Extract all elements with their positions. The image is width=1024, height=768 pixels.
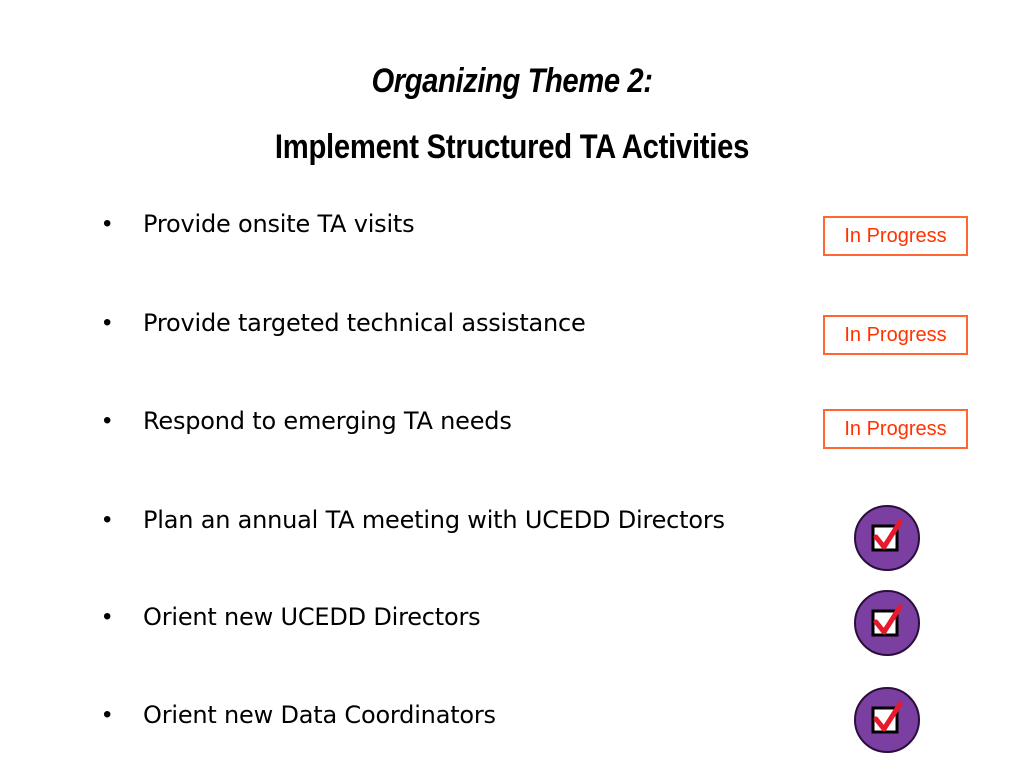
status-badge: In Progress <box>823 409 968 449</box>
bullet-dot: • <box>103 701 112 728</box>
bullet-text: Provide onsite TA visits <box>143 210 415 238</box>
bullet-dot: • <box>103 210 112 237</box>
bullet-text: Respond to emerging TA needs <box>143 407 512 435</box>
bullet-dot: • <box>103 407 112 434</box>
checked-box-icon <box>853 686 921 754</box>
bullet-dot: • <box>103 309 112 336</box>
bullet-text: Provide targeted technical assistance <box>143 309 586 337</box>
bullet-text: Orient new UCEDD Directors <box>143 603 481 631</box>
bullet-dot: • <box>103 506 112 533</box>
checked-box-icon <box>853 589 921 657</box>
bullet-text: Plan an annual TA meeting with UCEDD Directors <box>143 506 725 534</box>
slide-title-line1: Organizing Theme 2: <box>371 62 653 100</box>
status-badge: In Progress <box>823 315 968 355</box>
status-badge: In Progress <box>823 216 968 256</box>
checked-box-icon <box>853 504 921 572</box>
slide-title-line2: Implement Structured TA Activities <box>274 128 750 166</box>
bullet-text: Orient new Data Coordinators <box>143 701 496 729</box>
bullet-dot: • <box>103 603 112 630</box>
